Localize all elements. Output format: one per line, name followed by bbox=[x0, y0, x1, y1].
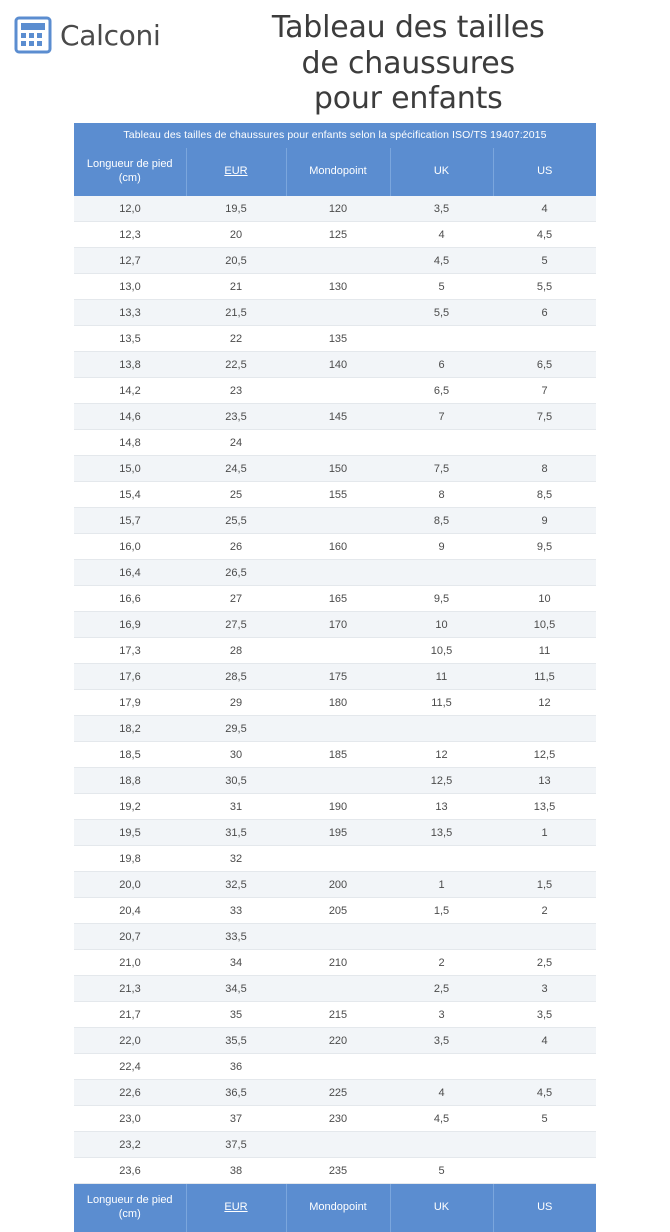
table-cell: 24 bbox=[186, 430, 286, 456]
table-row bbox=[74, 430, 596, 456]
table-cell: 235 bbox=[286, 1158, 390, 1184]
table-cell: 13,5 bbox=[74, 326, 186, 352]
table-cell: 37 bbox=[186, 1106, 286, 1132]
table-row bbox=[74, 222, 596, 248]
table-row bbox=[74, 768, 596, 794]
table-cell: 8 bbox=[493, 456, 596, 482]
table-cell: 6 bbox=[390, 352, 493, 378]
table-cell: 2 bbox=[390, 950, 493, 976]
table-cell bbox=[493, 1132, 596, 1158]
table-cell: 15,4 bbox=[74, 482, 186, 508]
table-cell: 12,5 bbox=[493, 742, 596, 768]
table-cell: 16,9 bbox=[74, 612, 186, 638]
table-cell: 38 bbox=[186, 1158, 286, 1184]
table-cell: 14,2 bbox=[74, 378, 186, 404]
table-cell: 4,5 bbox=[493, 222, 596, 248]
table-cell: 31,5 bbox=[186, 820, 286, 846]
column-header-1-label: Longueur de pied bbox=[86, 158, 173, 171]
table-row bbox=[74, 638, 596, 664]
table-cell: 29 bbox=[186, 690, 286, 716]
table-cell: 23,2 bbox=[74, 1132, 186, 1158]
table-cell bbox=[493, 924, 596, 950]
table-cell: 26 bbox=[186, 534, 286, 560]
table-cell: 13,8 bbox=[74, 352, 186, 378]
column-header-4-label: UK bbox=[433, 165, 450, 178]
table-cell: 21,0 bbox=[74, 950, 186, 976]
table-header-row bbox=[74, 148, 596, 196]
table-cell: 25 bbox=[186, 482, 286, 508]
column-header-3[interactable] bbox=[286, 148, 390, 196]
table-cell: 21,5 bbox=[186, 300, 286, 326]
table-head bbox=[74, 148, 596, 196]
table-cell: 33,5 bbox=[186, 924, 286, 950]
table-cell: 12 bbox=[493, 690, 596, 716]
table-row bbox=[74, 924, 596, 950]
table-cell: 8 bbox=[390, 482, 493, 508]
table-cell: 180 bbox=[286, 690, 390, 716]
table-cell: 19,5 bbox=[186, 196, 286, 222]
table-row bbox=[74, 352, 596, 378]
table-cell: 5 bbox=[493, 1106, 596, 1132]
table-cell: 3 bbox=[493, 976, 596, 1002]
table-cell: 1 bbox=[390, 872, 493, 898]
table-row bbox=[74, 404, 596, 430]
table-cell bbox=[390, 1132, 493, 1158]
table-cell: 3,5 bbox=[493, 1002, 596, 1028]
table-cell: 11 bbox=[390, 664, 493, 690]
table-row bbox=[74, 1080, 596, 1106]
table-row bbox=[74, 690, 596, 716]
table-cell: 6,5 bbox=[390, 378, 493, 404]
table-cell: 13,5 bbox=[390, 820, 493, 846]
table-row bbox=[74, 326, 596, 352]
table-cell: 35 bbox=[186, 1002, 286, 1028]
table-row bbox=[74, 794, 596, 820]
table-cell: 34 bbox=[186, 950, 286, 976]
table-cell: 145 bbox=[286, 404, 390, 430]
table-cell: 19,5 bbox=[74, 820, 186, 846]
column-header-1[interactable] bbox=[74, 148, 186, 196]
table-cell bbox=[493, 560, 596, 586]
column-header-3-label: Mondopoint bbox=[309, 165, 367, 178]
table-cell: 30,5 bbox=[186, 768, 286, 794]
table-cell bbox=[286, 248, 390, 274]
table-cell: 12,3 bbox=[74, 222, 186, 248]
column-header-2[interactable] bbox=[186, 148, 286, 196]
table-cell: 22 bbox=[186, 326, 286, 352]
table-cell: 31 bbox=[186, 794, 286, 820]
table-cell: 11,5 bbox=[493, 664, 596, 690]
table-cell: 190 bbox=[286, 794, 390, 820]
table-cell: 5,5 bbox=[493, 274, 596, 300]
page-title bbox=[160, 10, 652, 117]
table-cell: 11,5 bbox=[390, 690, 493, 716]
table-footer-row bbox=[74, 1184, 596, 1232]
table-cell: 170 bbox=[286, 612, 390, 638]
table-cell: 150 bbox=[286, 456, 390, 482]
table-cell: 3 bbox=[390, 1002, 493, 1028]
table-cell: 230 bbox=[286, 1106, 390, 1132]
column-footer-1-sublabel: (cm) bbox=[118, 1208, 141, 1221]
table-cell: 32,5 bbox=[186, 872, 286, 898]
table-cell: 14,6 bbox=[74, 404, 186, 430]
table-cell: 13,3 bbox=[74, 300, 186, 326]
table-cell: 8,5 bbox=[493, 482, 596, 508]
table-row bbox=[74, 846, 596, 872]
table-cell bbox=[493, 716, 596, 742]
table-cell: 22,6 bbox=[74, 1080, 186, 1106]
table-cell: 2,5 bbox=[390, 976, 493, 1002]
table-row bbox=[74, 586, 596, 612]
table-cell: 6 bbox=[493, 300, 596, 326]
table-cell: 1 bbox=[493, 820, 596, 846]
table-cell: 1,5 bbox=[390, 898, 493, 924]
table-cell: 175 bbox=[286, 664, 390, 690]
table-cell: 125 bbox=[286, 222, 390, 248]
table-cell: 1,5 bbox=[493, 872, 596, 898]
table-cell: 20,7 bbox=[74, 924, 186, 950]
table-row bbox=[74, 716, 596, 742]
table-row bbox=[74, 898, 596, 924]
table-cell: 17,6 bbox=[74, 664, 186, 690]
column-footer-4[interactable] bbox=[390, 1184, 493, 1232]
table-cell: 29,5 bbox=[186, 716, 286, 742]
table-cell: 25,5 bbox=[186, 508, 286, 534]
table-cell: 20,4 bbox=[74, 898, 186, 924]
column-header-5[interactable] bbox=[493, 148, 596, 196]
table-cell: 15,7 bbox=[74, 508, 186, 534]
page-title-line-2: de chaussures bbox=[301, 45, 515, 81]
table-row bbox=[74, 1132, 596, 1158]
table-cell: 210 bbox=[286, 950, 390, 976]
table-cell: 14,8 bbox=[74, 430, 186, 456]
table-cell bbox=[493, 1054, 596, 1080]
table-cell: 24,5 bbox=[186, 456, 286, 482]
table-cell: 21,7 bbox=[74, 1002, 186, 1028]
table-cell: 3,5 bbox=[390, 196, 493, 222]
table-cell: 160 bbox=[286, 534, 390, 560]
table-row bbox=[74, 612, 596, 638]
table-cell: 27 bbox=[186, 586, 286, 612]
column-footer-1[interactable] bbox=[74, 1184, 186, 1232]
size-table-container bbox=[0, 123, 670, 1232]
table-cell bbox=[286, 924, 390, 950]
table-cell: 5,5 bbox=[390, 300, 493, 326]
table-cell: 205 bbox=[286, 898, 390, 924]
column-header-1-sublabel: (cm) bbox=[118, 172, 141, 185]
table-cell: 2,5 bbox=[493, 950, 596, 976]
table-row bbox=[74, 1054, 596, 1080]
table-cell: 15,0 bbox=[74, 456, 186, 482]
table-cell bbox=[286, 846, 390, 872]
table-row bbox=[74, 976, 596, 1002]
table-cell: 9,5 bbox=[493, 534, 596, 560]
table-cell: 215 bbox=[286, 1002, 390, 1028]
column-footer-1-label: Longueur de pied bbox=[86, 1194, 173, 1207]
table-cell: 35,5 bbox=[186, 1028, 286, 1054]
table-cell: 4 bbox=[390, 222, 493, 248]
table-cell bbox=[286, 1054, 390, 1080]
table-cell: 140 bbox=[286, 352, 390, 378]
table-cell: 10,5 bbox=[390, 638, 493, 664]
column-footer-3[interactable] bbox=[286, 1184, 390, 1232]
table-cell: 200 bbox=[286, 872, 390, 898]
table-cell: 20,5 bbox=[186, 248, 286, 274]
table-cell: 4 bbox=[493, 196, 596, 222]
table-row bbox=[74, 1158, 596, 1184]
column-header-2-label: EUR bbox=[224, 165, 248, 178]
shoe-size-table bbox=[74, 123, 596, 1232]
table-cell: 12,0 bbox=[74, 196, 186, 222]
table-cell: 11 bbox=[493, 638, 596, 664]
table-cell: 7 bbox=[493, 378, 596, 404]
table-cell: 26,5 bbox=[186, 560, 286, 586]
table-cell bbox=[390, 430, 493, 456]
table-row bbox=[74, 248, 596, 274]
column-footer-3-label: Mondopoint bbox=[309, 1201, 367, 1214]
table-cell: 22,4 bbox=[74, 1054, 186, 1080]
table-body bbox=[74, 196, 596, 1184]
table-row bbox=[74, 508, 596, 534]
table-cell: 185 bbox=[286, 742, 390, 768]
table-cell: 21,3 bbox=[74, 976, 186, 1002]
table-caption: Tableau des tailles de chaussures pour enfants selon la spécification ISO/TS 19407:2015 bbox=[74, 123, 596, 148]
table-cell bbox=[286, 716, 390, 742]
table-row bbox=[74, 300, 596, 326]
table-cell: 33 bbox=[186, 898, 286, 924]
table-cell: 23,6 bbox=[74, 1158, 186, 1184]
table-cell: 20 bbox=[186, 222, 286, 248]
table-cell: 225 bbox=[286, 1080, 390, 1106]
table-cell: 18,8 bbox=[74, 768, 186, 794]
table-cell: 17,9 bbox=[74, 690, 186, 716]
table-row bbox=[74, 274, 596, 300]
table-cell bbox=[390, 1054, 493, 1080]
table-cell bbox=[286, 508, 390, 534]
table-cell: 9,5 bbox=[390, 586, 493, 612]
table-cell: 10,5 bbox=[493, 612, 596, 638]
table-cell: 5 bbox=[390, 1158, 493, 1184]
table-cell: 5 bbox=[493, 248, 596, 274]
table-cell: 37,5 bbox=[186, 1132, 286, 1158]
table-cell: 4,5 bbox=[390, 1106, 493, 1132]
table-cell: 130 bbox=[286, 274, 390, 300]
table-row bbox=[74, 820, 596, 846]
table-cell: 22,0 bbox=[74, 1028, 186, 1054]
table-cell bbox=[286, 378, 390, 404]
brand-name: Calconi bbox=[60, 18, 161, 52]
table-cell: 19,2 bbox=[74, 794, 186, 820]
table-cell: 2 bbox=[493, 898, 596, 924]
table-row bbox=[74, 742, 596, 768]
calculator-icon bbox=[14, 16, 52, 54]
table-cell: 155 bbox=[286, 482, 390, 508]
table-cell bbox=[286, 560, 390, 586]
table-cell: 12,5 bbox=[390, 768, 493, 794]
table-cell bbox=[286, 976, 390, 1002]
table-row bbox=[74, 1106, 596, 1132]
table-cell: 22,5 bbox=[186, 352, 286, 378]
table-cell bbox=[286, 768, 390, 794]
table-cell: 20,0 bbox=[74, 872, 186, 898]
table-cell: 9 bbox=[390, 534, 493, 560]
table-cell: 13,0 bbox=[74, 274, 186, 300]
table-cell bbox=[286, 638, 390, 664]
table-cell bbox=[390, 326, 493, 352]
column-footer-2-label: EUR bbox=[224, 1201, 248, 1214]
column-footer-4-label: UK bbox=[433, 1201, 450, 1214]
table-cell: 7,5 bbox=[390, 456, 493, 482]
table-cell: 36,5 bbox=[186, 1080, 286, 1106]
table-cell: 195 bbox=[286, 820, 390, 846]
table-cell bbox=[493, 1158, 596, 1184]
table-cell: 23,0 bbox=[74, 1106, 186, 1132]
table-cell: 4 bbox=[493, 1028, 596, 1054]
table-cell: 13 bbox=[493, 768, 596, 794]
table-cell: 120 bbox=[286, 196, 390, 222]
table-cell: 7 bbox=[390, 404, 493, 430]
table-cell: 9 bbox=[493, 508, 596, 534]
table-cell: 21 bbox=[186, 274, 286, 300]
table-cell: 6,5 bbox=[493, 352, 596, 378]
column-footer-2[interactable] bbox=[186, 1184, 286, 1232]
table-cell: 27,5 bbox=[186, 612, 286, 638]
table-row bbox=[74, 560, 596, 586]
table-cell: 18,2 bbox=[74, 716, 186, 742]
table-cell: 7,5 bbox=[493, 404, 596, 430]
table-row bbox=[74, 456, 596, 482]
table-cell: 3,5 bbox=[390, 1028, 493, 1054]
table-row bbox=[74, 950, 596, 976]
column-header-4[interactable] bbox=[390, 148, 493, 196]
table-cell: 16,6 bbox=[74, 586, 186, 612]
table-cell: 8,5 bbox=[390, 508, 493, 534]
table-cell: 220 bbox=[286, 1028, 390, 1054]
column-header-5-label: US bbox=[537, 165, 553, 178]
table-cell: 32 bbox=[186, 846, 286, 872]
table-cell: 16,4 bbox=[74, 560, 186, 586]
table-cell: 135 bbox=[286, 326, 390, 352]
table-cell bbox=[286, 1132, 390, 1158]
column-footer-5[interactable] bbox=[493, 1184, 596, 1232]
table-cell bbox=[390, 846, 493, 872]
table-cell: 16,0 bbox=[74, 534, 186, 560]
table-cell: 30 bbox=[186, 742, 286, 768]
table-cell: 13 bbox=[390, 794, 493, 820]
table-cell: 4,5 bbox=[493, 1080, 596, 1106]
table-row bbox=[74, 872, 596, 898]
table-cell: 4 bbox=[390, 1080, 493, 1106]
table-cell bbox=[493, 430, 596, 456]
table-cell bbox=[390, 924, 493, 950]
table-cell bbox=[286, 430, 390, 456]
table-row bbox=[74, 196, 596, 222]
table-cell: 12,7 bbox=[74, 248, 186, 274]
table-cell: 23,5 bbox=[186, 404, 286, 430]
table-cell bbox=[390, 716, 493, 742]
table-cell bbox=[286, 300, 390, 326]
table-cell: 13,5 bbox=[493, 794, 596, 820]
table-row bbox=[74, 1028, 596, 1054]
table-cell: 12 bbox=[390, 742, 493, 768]
table-row bbox=[74, 664, 596, 690]
table-cell: 17,3 bbox=[74, 638, 186, 664]
table-cell: 10 bbox=[390, 612, 493, 638]
table-cell bbox=[390, 560, 493, 586]
page-header bbox=[0, 0, 670, 123]
table-row bbox=[74, 534, 596, 560]
page-title-line-3: pour enfants bbox=[313, 81, 503, 117]
column-footer-5-label: US bbox=[537, 1201, 553, 1214]
table-cell: 10 bbox=[493, 586, 596, 612]
page-title-line-1: Tableau des tailles bbox=[271, 10, 545, 45]
table-cell bbox=[493, 326, 596, 352]
table-cell bbox=[493, 846, 596, 872]
table-row bbox=[74, 378, 596, 404]
table-cell: 5 bbox=[390, 274, 493, 300]
brand bbox=[14, 10, 160, 54]
table-cell: 34,5 bbox=[186, 976, 286, 1002]
table-cell: 18,5 bbox=[74, 742, 186, 768]
table-cell: 23 bbox=[186, 378, 286, 404]
table-cell: 36 bbox=[186, 1054, 286, 1080]
table-cell: 28,5 bbox=[186, 664, 286, 690]
table-cell: 28 bbox=[186, 638, 286, 664]
table-foot bbox=[74, 1184, 596, 1232]
table-cell: 4,5 bbox=[390, 248, 493, 274]
table-cell: 165 bbox=[286, 586, 390, 612]
table-row bbox=[74, 482, 596, 508]
table-cell: 19,8 bbox=[74, 846, 186, 872]
table-row bbox=[74, 1002, 596, 1028]
